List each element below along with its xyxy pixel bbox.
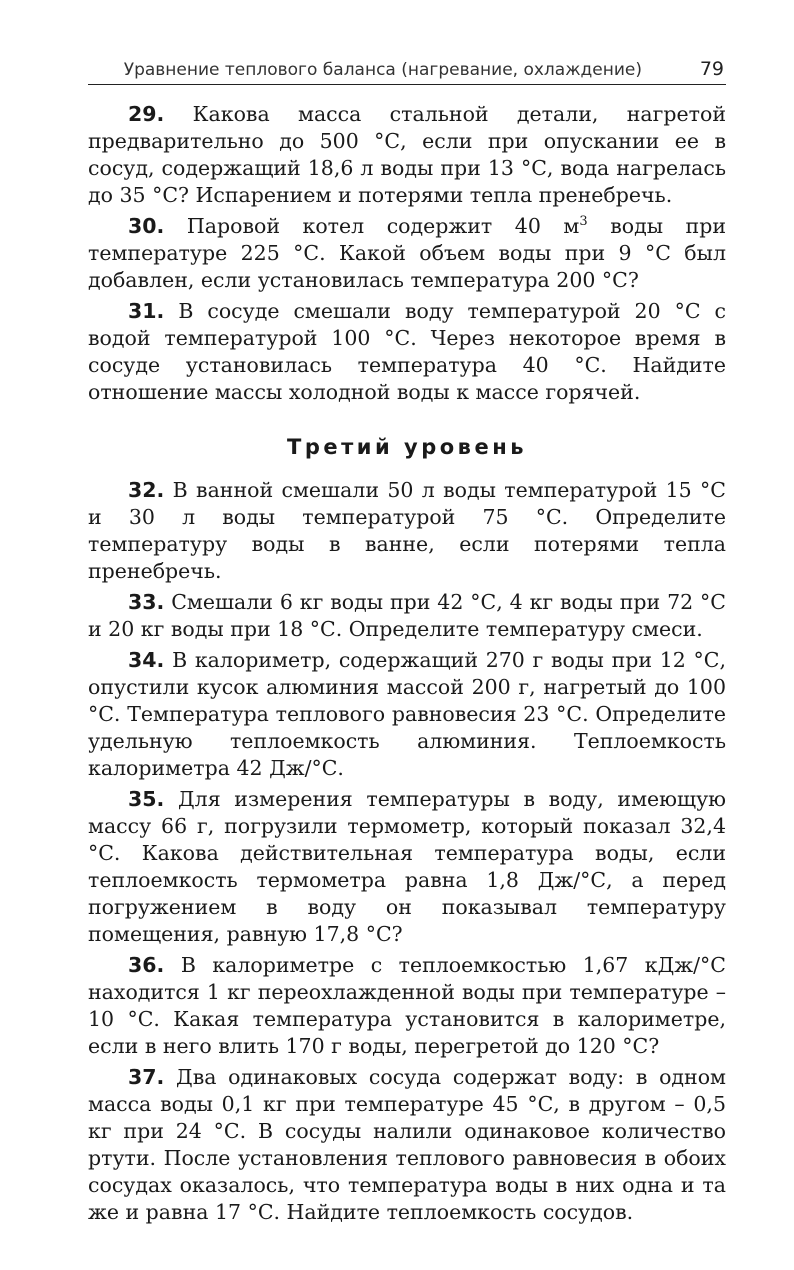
problem-32 [88,477,726,585]
problem-number: 30. [128,214,165,238]
problem-37 [88,1064,726,1226]
problem-34 [88,647,726,782]
problem-text-continued: воды при температуре 225 °С. Какой объем воды при 9 °С был добавлен, если установилась температура 200 °С? [88,214,726,292]
superscript: 3 [579,214,588,230]
problem-35 [88,786,726,948]
problem-number: 37. [128,1065,165,1089]
problem-number: 34. [128,648,165,672]
problem-number: 35. [128,787,165,811]
page-number: 79 [699,58,724,80]
problem-text: Смешали 6 кг воды при 42 °С, 4 кг воды при 72 °С и 20 кг воды при 18 °С. Определите температуру смеси. [88,590,726,641]
problem-36 [88,952,726,1060]
problem-text: Паровой котел содержит 40 м [186,214,580,238]
problem-number: 32. [128,478,165,502]
problem-number: 31. [128,299,165,323]
problem-33 [88,589,726,643]
problem-text: Какова масса стальной детали, нагретой предварительно до 500 °С, если при опускании ее в сосуд, содержащий 18,6 л воды при 13 °С, вода нагрелась до 35 °С? Испарением и потерями тепла пренебречь. [88,102,726,207]
problem-number: 36. [128,953,165,977]
page-content [88,101,726,1230]
problem-text: В калориметре с теплоемкостью 1,67 кДж/°С находится 1 кг переохлажденной воды при температуре –10 °С. Какая температура установится в калориметре, если в него влить 170 г воды, перегретой до 120 °С? [88,953,726,1058]
problem-text: Два одинаковых сосуда содержат воду: в одном масса воды 0,1 кг при температуре 45 °С, в другом – 0,5 кг при 24 °С. В сосуды налили одинаковое количество ртути. После установления теплового равновесия в обоих сосудах оказалось, что температура воды в них одна и та же и равна 17 °С. Найдите теплоемкость сосудов. [88,1065,726,1224]
problem-text: Для измерения температуры в воду, имеющую массу 66 г, погрузили термометр, который показал 32,4 °С. Какова действительная температура воды, если теплоемкость термометра равна 1,8 Дж/°С, а перед погружением в воду он показывал температуру помещения, равную 17,8 °С? [88,787,726,946]
problem-31 [88,298,726,406]
problem-text: В ванной смешали 50 л воды температурой 15 °С и 30 л воды температурой 75 °С. Определите температуру воды в ванне, если потерями тепла пренебречь. [88,478,726,583]
problem-number: 33. [128,590,165,614]
running-header [88,58,726,85]
problem-text: В сосуде смешали воду температурой 20 °С с водой температурой 100 °С. Через некоторое время в сосуде установилась температура 40 °С. Найдите отношение массы холодной воды к массе горячей. [88,299,726,404]
section-title: Третий уровень [287,435,527,459]
problem-number: 29. [128,102,165,126]
header-title: Уравнение теплового баланса (нагревание, охлаждение) [123,60,642,80]
problem-29 [88,101,726,209]
problem-30 [88,213,726,294]
problem-text: В калориметр, содержащий 270 г воды при 12 °С, опустили кусок алюминия массой 200 г, нагретый до 100 °С. Температура теплового равновесия 23 °С. Определите удельную теплоемкость алюминия. Теплоемкость калориметра 42 Дж/°С. [88,648,726,780]
